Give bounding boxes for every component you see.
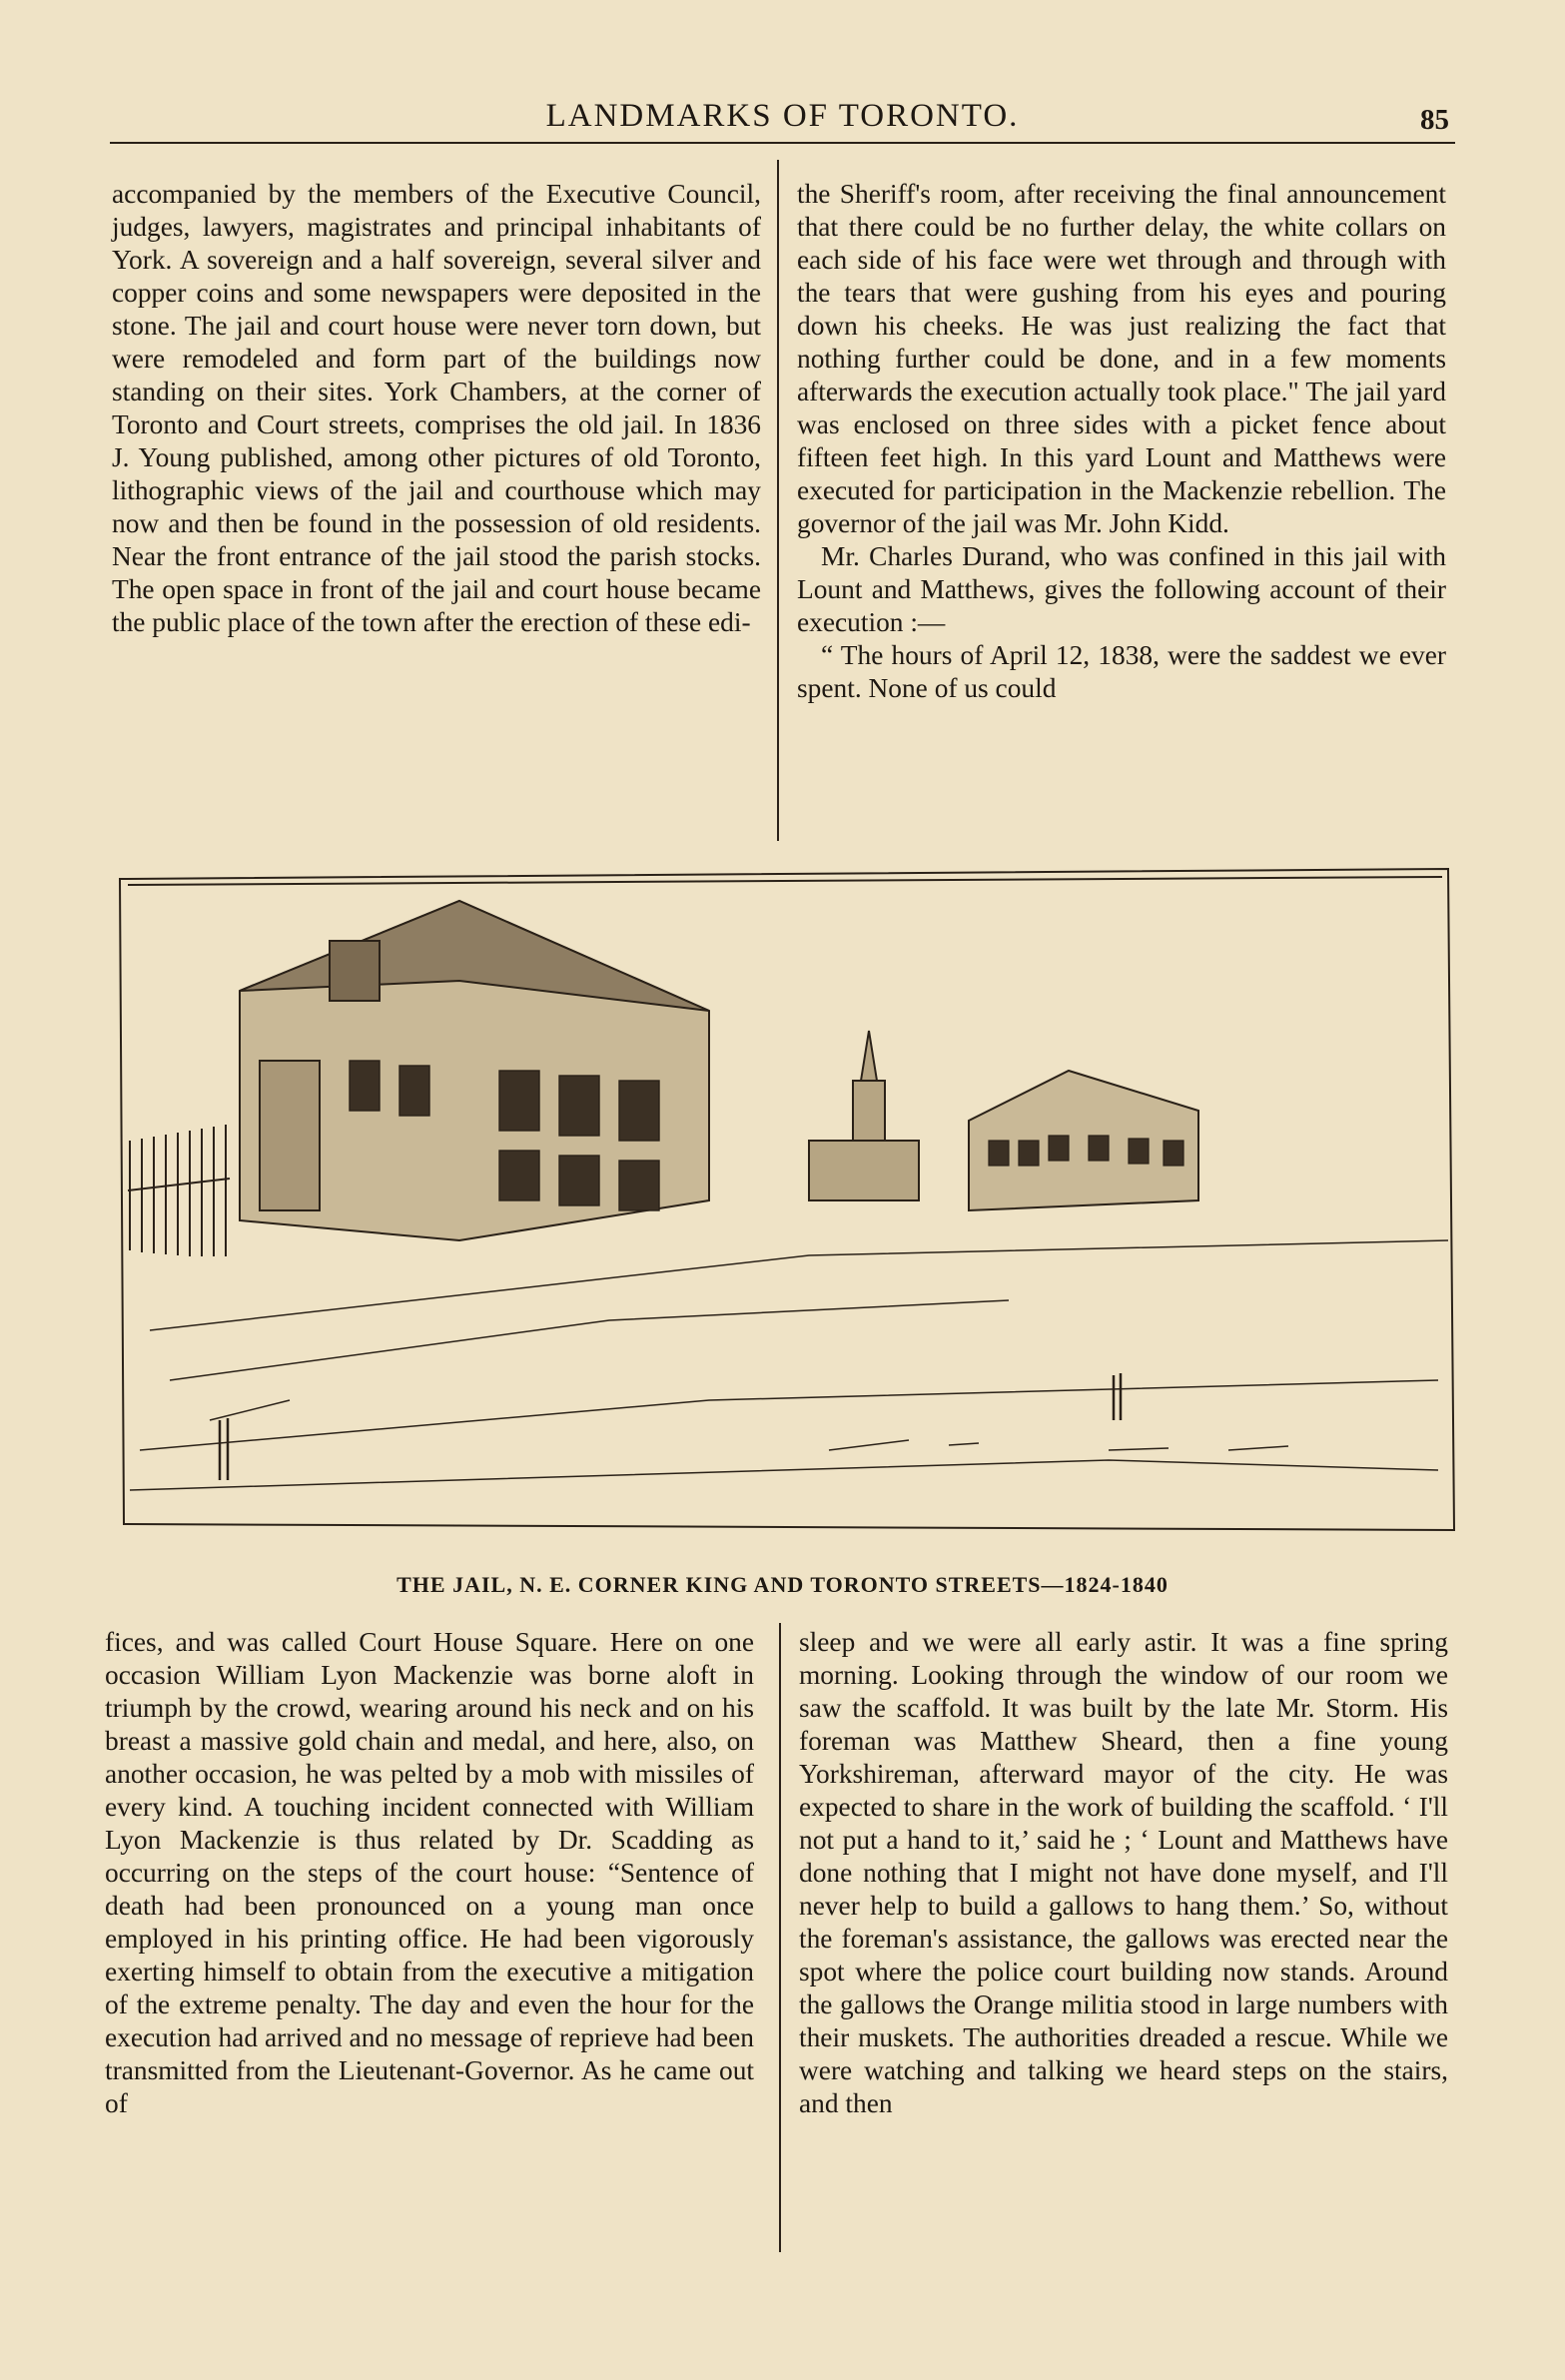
jail-engraving (110, 861, 1458, 1540)
paragraph: accompanied by the members of the Executive Council, judges, lawyers, magistrates and principal inhabitants of York. A sovereign and a half sovereign, several silver and copper coins and some newspapers were deposited in the stone. The jail and court house were never torn down, but were remodeled and form part of the buildings now standing on their sites. York Chambers, at the corner of Toronto and Court streets, comprises the old jail. In 1836 J. Young published, among other pictures of old Toronto, lithographic views of the jail and courthouse which may now and then be found in the possession of old residents. Near the front entrance of the jail stood the parish stocks. The open space in front of the jail and court house became the public place of the town after the erection of these edi- (112, 179, 761, 637)
paragraph: Mr. Charles Durand, who was confined in this jail with Lount and Matthews, gives the following account of their execution :— (797, 541, 1446, 637)
paragraph: the Sheriff's room, after receiving the final announcement that there could be no further delay, the white collars on each side of his face were wet through and through with the tears that were gushing from his eyes and pouring down his cheeks. He was just realizing the fact that nothing further could be done, and in a few moments afterwards the execution actually took place." The jail yard was enclosed on three sides with a picket fence about fifteen feet high. In this yard Lount and Matthews were executed for participation in the Mackenzie rebellion. The governor of the jail was Mr. John Kidd. (797, 179, 1446, 538)
page-number: 85 (1420, 104, 1449, 136)
text-column-top-left (112, 178, 761, 639)
text-column-bottom-right (799, 1626, 1448, 2120)
running-title: LANDMARKS OF TORONTO. (545, 98, 1020, 134)
column-divider-bottom (779, 1623, 781, 2252)
jail-engraving-svg (110, 861, 1458, 1540)
text-column-top-right (797, 178, 1446, 705)
paragraph: fices, and was called Court House Square. Here on one occasion William Lyon Mackenzie was borne aloft in triumph by the crowd, wearing around his neck and on his breast a massive gold chain and medal, and here, also, on another occasion, he was pelted by a mob with missiles of every kind. A touching incident connected with William Lyon Mackenzie is thus related by Dr. Scadding as occurring on the steps of the court house: “Sentence of death had been pronounced on a young man once employed in his printing office. He had been vigorously exerting himself to obtain from the executive a mitigation of the extreme penalty. The day and even the hour for the execution had arrived and no message of reprieve had been transmitted from the Lieutenant-Governor. As he came out of (105, 1627, 754, 2118)
paragraph: sleep and we were all early astir. It was a fine spring morning. Looking through the window of our room we saw the scaffold. It was built by the late Mr. Storm. His foreman was Matthew Sheard, then a fine young Yorkshireman, afterward mayor of the city. He was expected to share in the work of building the scaffold. ‘ I'll not put a hand to it,’ said he ; ‘ Lount and Matthews have done nothing that I might not have done myself, and I'll never help to build a gallows to hang them.’ So, without the foreman's assistance, the gallows was erected near the spot where the police court building now stands. Around the gallows the Orange militia stood in large numbers with their muskets. The authorities dreaded a rescue. While we were watching and talking we heard steps on the stairs, and then (799, 1627, 1448, 2118)
running-header (110, 92, 1455, 144)
text-column-bottom-left (105, 1626, 754, 2120)
column-divider-top (777, 160, 779, 841)
figure-caption: THE JAIL, N. E. CORNER KING AND TORONTO STREETS—1824-1840 (396, 1572, 1169, 1597)
paragraph: “ The hours of April 12, 1838, were the saddest we ever spent. None of us could (797, 640, 1446, 703)
